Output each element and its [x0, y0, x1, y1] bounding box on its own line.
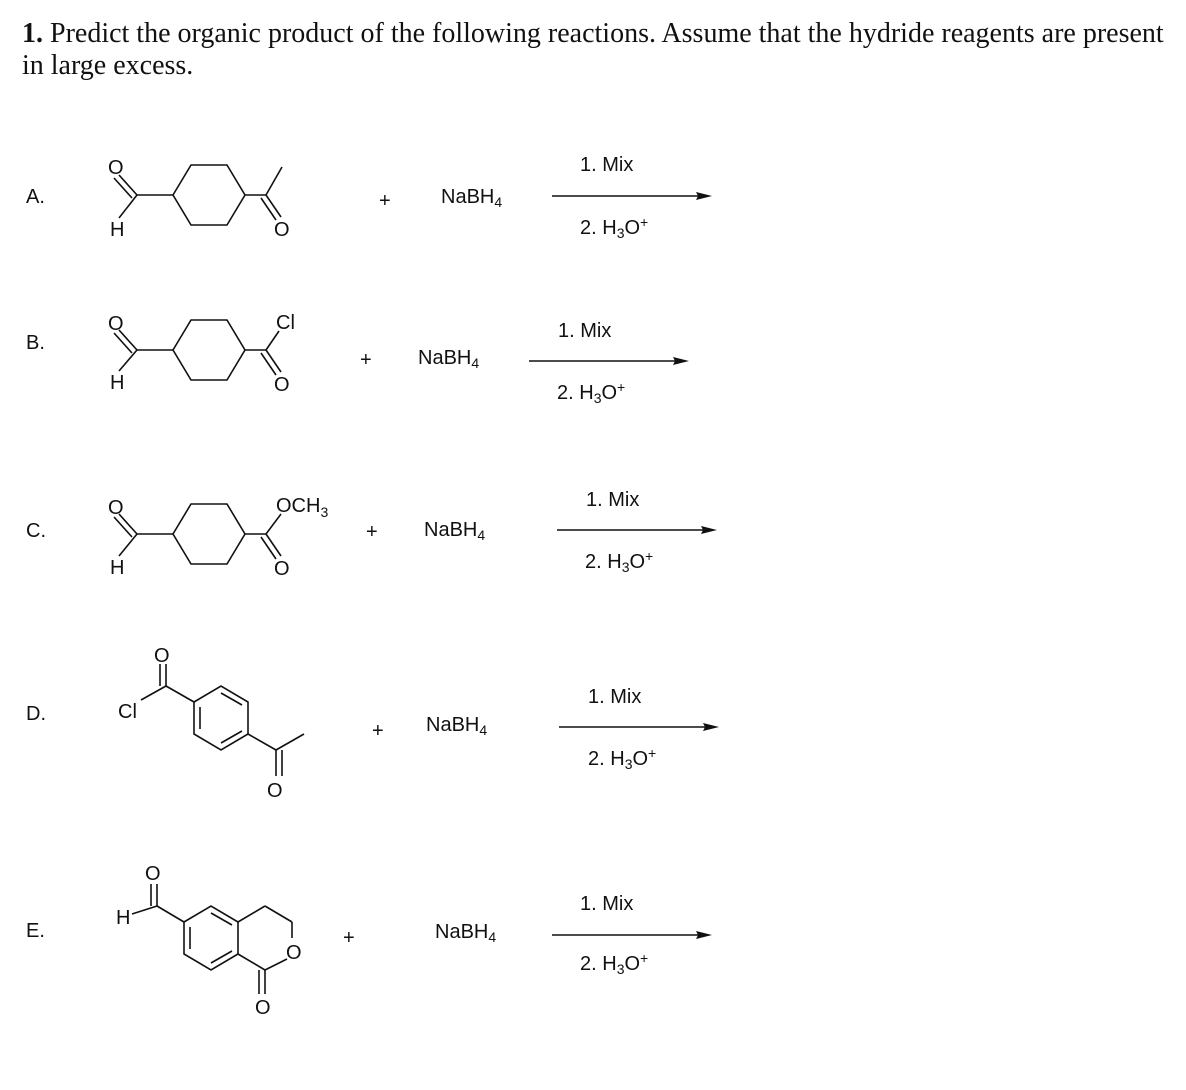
reagent-nabh4: NaBH$_4$	[418, 347, 480, 371]
step-2-label: 2. $H_3O^+$	[588, 745, 657, 772]
aldehyde-oxygen: O	[108, 157, 124, 179]
reaction-d	[0, 640, 1186, 840]
question-number: 1.	[22, 18, 43, 49]
plus-sign: +	[343, 927, 355, 949]
step-2-label: 2. $H_3O^+$	[585, 548, 654, 575]
step-1-label: 1. Mix	[588, 686, 642, 708]
methoxy-group: $OCH_3$	[276, 495, 329, 520]
ketone-oxygen: O	[274, 219, 290, 241]
ketone-oxygen: O	[267, 780, 283, 802]
chlorine-atom: Cl	[118, 701, 137, 723]
aldehyde-hydrogen: H	[110, 372, 125, 394]
question-prompt: Predict the organic product of the following reactions. Assume that the hydride reagents are present in large excess.	[22, 18, 1164, 81]
molecule-a	[0, 140, 400, 260]
plus-sign: +	[379, 190, 391, 212]
plus-sign: +	[372, 720, 384, 742]
molecule-b	[0, 305, 400, 425]
reagent-nabh4: NaBH$_4$	[441, 186, 503, 210]
ring-oxygen: O	[286, 942, 302, 964]
reaction-b	[0, 305, 1186, 505]
molecule-d	[0, 640, 400, 810]
reaction-e	[0, 850, 1186, 1050]
aldehyde-oxygen: O	[108, 313, 124, 335]
plus-sign: +	[366, 521, 378, 543]
step-2-label: 2. $H_3O^+$	[580, 950, 649, 977]
reaction-arrow	[552, 190, 712, 202]
reaction-arrow	[552, 929, 712, 941]
molecule-c	[0, 478, 400, 598]
carbonyl-oxygen: O	[274, 374, 290, 396]
reaction-label: D.	[26, 703, 46, 725]
molecule-e	[0, 850, 400, 1020]
aldehyde-oxygen: O	[145, 863, 161, 885]
reagent-nabh4: NaBH$_4$	[426, 714, 488, 738]
aldehyde-hydrogen: H	[110, 557, 125, 579]
step-2-label: 2. $H_3O^+$	[580, 214, 649, 241]
step-1-label: 1. Mix	[558, 320, 612, 342]
reaction-label: B.	[26, 332, 45, 354]
step-1-label: 1. Mix	[586, 489, 640, 511]
reaction-arrow	[529, 355, 689, 367]
reaction-arrow	[557, 524, 717, 536]
plus-sign: +	[360, 349, 372, 371]
lactone-carbonyl-oxygen: O	[255, 997, 271, 1019]
reaction-arrow	[559, 721, 719, 733]
aldehyde-hydrogen: H	[110, 219, 125, 241]
reagent-nabh4: NaBH$_4$	[424, 519, 486, 543]
reagent-nabh4: NaBH$_4$	[435, 921, 497, 945]
reaction-label: C.	[26, 520, 46, 542]
reaction-label: A.	[26, 186, 45, 208]
reaction-label: E.	[26, 920, 45, 942]
chlorine-atom: Cl	[276, 312, 295, 334]
aldehyde-hydrogen: H	[116, 907, 131, 929]
step-1-label: 1. Mix	[580, 154, 634, 176]
aldehyde-oxygen: O	[108, 497, 124, 519]
acyl-oxygen: O	[154, 645, 170, 667]
step-2-label: 2. $H_3O^+$	[557, 379, 626, 406]
step-1-label: 1. Mix	[580, 893, 634, 915]
carbonyl-oxygen: O	[274, 558, 290, 580]
question-text	[22, 18, 1172, 82]
